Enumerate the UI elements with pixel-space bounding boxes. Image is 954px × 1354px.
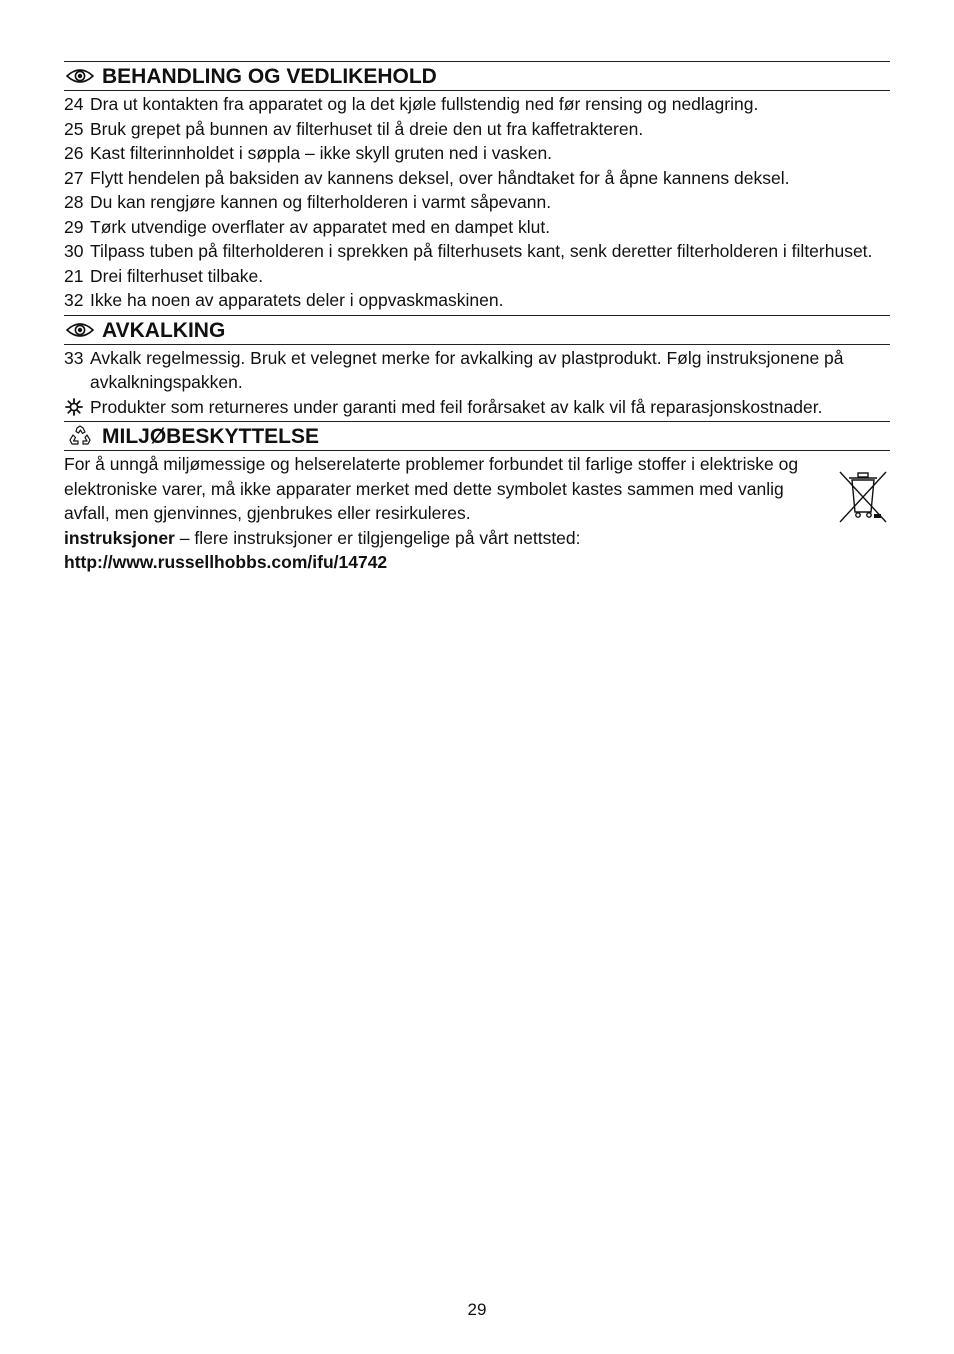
sun-warning-icon (64, 395, 86, 419)
section-heading-environment (64, 421, 890, 451)
instructions-line (64, 526, 890, 551)
warning-item: Produkter som returneres under garanti med feil forårsaket av kalk vil få reparasjonskostnader. (64, 395, 890, 420)
section-title: BEHANDLING OG VEDLIKEHOLD (102, 65, 437, 88)
list-item: 30 Tilpass tuben på filterholderen i sprekken på filterhusets kant, senk deretter filterholderen i filterhuset. (64, 241, 873, 261)
instructions-url[interactable]: http://www.russellhobbs.com/ifu/14742 (64, 552, 388, 572)
list-item: 27 Flytt hendelen på baksiden av kannens deksel, over håndtaket for å åpne kannens deksel. (64, 167, 790, 188)
list-item: 32 Ikke ha noen av apparatets deler i oppvaskmaskinen. (64, 290, 504, 310)
instructions-label: instruksjoner (64, 527, 175, 548)
section-title: AVKALKING (102, 318, 226, 342)
instructions-text: – flere instruksjoner er tilgjengelige på vårt nettsted: (174, 527, 581, 548)
list-item: 28 Du kan rengjøre kannen og filterholderen i varmt såpevann. (64, 192, 552, 212)
eye-icon (66, 66, 94, 86)
list-item: 24 Dra ut kontakten fra apparatet og la det kjøle fullstendig ned før rensing og nedlagring. (64, 94, 759, 114)
section-heading-descaling (64, 315, 890, 345)
page-number: 29 (467, 1300, 487, 1319)
list-item: 21 Drei filterhuset tilbake. (64, 265, 264, 286)
crossed-bin-icon (838, 470, 888, 524)
care-steps-list (64, 92, 890, 313)
document-page (64, 61, 890, 575)
section-heading-care (64, 61, 890, 91)
environment-body (64, 452, 890, 575)
list-item: 26 Kast filterinnholdet i søppla – ikke skyll gruten ned i vasken. (64, 143, 553, 163)
environment-text: For å unngå miljømessige og helserelaterte problemer forbundet til farlige stoffer i elektriske og elektroniske varer, må ikke apparater merket med dette symbolet kastes sammen med vanlig avfall, men gjenvinnes, gjenbrukes eller resirkuleres. (64, 454, 799, 523)
recycle-icon (66, 426, 94, 446)
eye-icon (66, 320, 94, 340)
descaling-list (64, 346, 890, 420)
list-item: 29 Tørk utvendige overflater av apparatet med en dampet klut. (64, 216, 551, 237)
section-title: MILJØBESKYTTELSE (102, 425, 320, 448)
list-item: 33 Avkalk regelmessig. Bruk et velegnet merke for avkalking av plastprodukt. Følg instruksjonene på avkalkningspakken. (64, 347, 844, 392)
list-item: 25 Bruk grepet på bunnen av filterhuset til å dreie den ut fra kaffetrakteren. (64, 118, 644, 139)
